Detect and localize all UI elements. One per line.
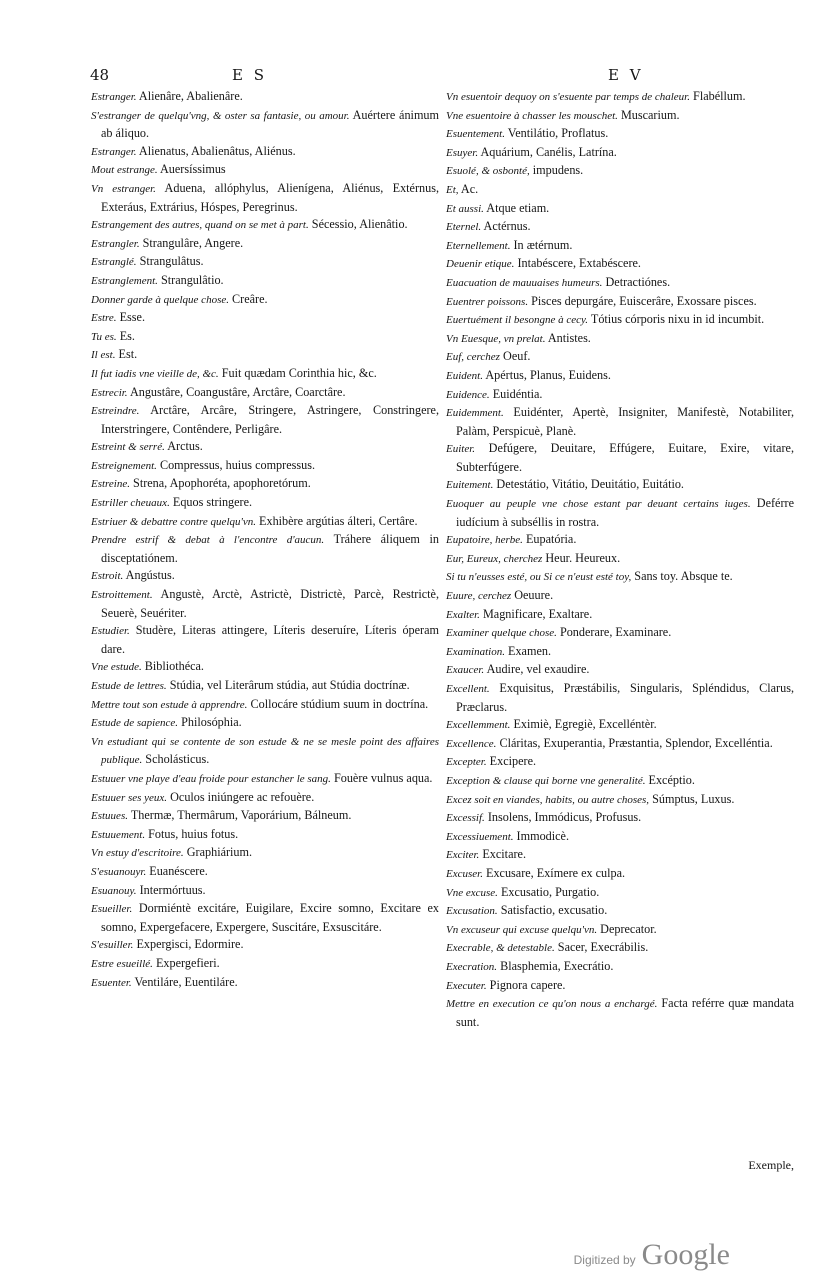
- french-headword: Estreint & serré.: [91, 441, 165, 454]
- french-headword: Excez soit en viandes, habits, ou autre choses,: [446, 793, 650, 806]
- dictionary-entry: [446, 902, 794, 921]
- latin-equivalent: Deférre iudícium à subséllis in rostra.: [456, 496, 794, 529]
- latin-equivalent: Flabéllum.: [693, 89, 746, 103]
- latin-equivalent: Facta reférre quæ mandata sunt.: [456, 996, 794, 1029]
- latin-equivalent: Excipere.: [489, 754, 537, 769]
- latin-equivalent: Muscarium.: [620, 107, 680, 122]
- latin-equivalent: Actérnus.: [483, 219, 531, 234]
- digitized-by-google-watermark: [574, 1238, 730, 1272]
- french-headword: Estreignement.: [91, 459, 157, 472]
- latin-equivalent: Esse.: [119, 310, 145, 325]
- french-headword: Estuuer vne playe d'eau froide pour estancher le sang.: [91, 772, 331, 785]
- latin-equivalent: Dormiéntè excitáre, Euigilare, Excire somno, Excitare ex somno, Expergefacere, Expergere, Suscitáre, Exsuscitáre.: [101, 901, 440, 934]
- latin-equivalent: Antistes.: [547, 330, 591, 345]
- dictionary-entry: [91, 402, 439, 438]
- french-headword: Vne estude.: [91, 661, 142, 674]
- latin-equivalent: Súmptus, Luxus.: [652, 791, 735, 806]
- dictionary-entry: [91, 714, 439, 733]
- french-headword: Estude de sapience.: [91, 717, 179, 730]
- dictionary-entry: [91, 622, 439, 658]
- latin-equivalent: Euidéntia.: [492, 386, 543, 401]
- latin-equivalent: Deprecator.: [600, 921, 657, 936]
- french-headword: Estuues.: [91, 810, 128, 823]
- dictionary-entry: [91, 900, 439, 936]
- dictionary-entry: [446, 237, 794, 256]
- french-headword: Estuuement.: [91, 828, 146, 841]
- latin-equivalent: Angústus.: [125, 568, 175, 583]
- french-headword: S'esuanouyr.: [91, 865, 147, 878]
- french-headword: Vn esuentoir dequoy on s'esuente par temps de chaleur.: [446, 91, 690, 103]
- french-headword: Euitement.: [446, 479, 494, 492]
- dictionary-entry: [446, 977, 794, 996]
- dictionary-entry: [91, 974, 439, 993]
- dictionary-entry: [91, 180, 439, 216]
- dictionary-entry: [91, 936, 439, 955]
- google-logo: Google: [641, 1238, 730, 1271]
- dictionary-entry: [91, 457, 439, 476]
- french-headword: Estranger.: [91, 91, 137, 103]
- french-headword: Executer.: [446, 979, 487, 992]
- dictionary-entry: [446, 367, 794, 386]
- dictionary-entry: [446, 921, 794, 940]
- latin-equivalent: Scholásticus.: [145, 752, 210, 767]
- latin-equivalent: Ventiláre, Euentiláre.: [134, 974, 238, 989]
- dictionary-entry: [91, 826, 439, 845]
- latin-equivalent: Sacer, Execrábilis.: [557, 940, 649, 955]
- dictionary-entry: [446, 125, 794, 144]
- french-headword: Vne excuse.: [446, 886, 498, 899]
- latin-equivalent: Immodicè.: [516, 828, 570, 843]
- dictionary-entry: [446, 643, 794, 662]
- latin-equivalent: impudens.: [532, 163, 584, 178]
- dictionary-entry: [91, 143, 439, 162]
- french-headword: Vne esuentoire à chasser les mouschet.: [446, 109, 618, 122]
- french-headword: Estre esueillé.: [91, 957, 153, 970]
- dictionary-entry: [446, 404, 794, 440]
- latin-equivalent: Es.: [119, 328, 135, 343]
- dictionary-entry: [446, 735, 794, 754]
- latin-equivalent: Graphiárium.: [186, 845, 253, 860]
- dictionary-entry: [91, 291, 439, 310]
- latin-equivalent: Intabéscere, Extabéscere.: [517, 256, 641, 271]
- french-headword: Estroittement.: [91, 589, 153, 602]
- right-running-head: E V: [608, 66, 644, 84]
- latin-equivalent: Euidénter, Apertè, Insigniter, Manifestè, Notabiliter, Palàm, Perspicuè, Planè.: [456, 405, 795, 438]
- dictionary-entry: [91, 235, 439, 254]
- latin-equivalent: Aquárium, Canélis, Latrína.: [480, 144, 617, 159]
- french-headword: Estranglement.: [91, 274, 158, 287]
- dictionary-entry: [91, 789, 439, 808]
- latin-equivalent: Insolens, Immódicus, Profusus.: [487, 810, 642, 825]
- french-headword: Excepter.: [446, 756, 487, 769]
- latin-equivalent: Atque etiam.: [486, 200, 550, 215]
- dictionary-entry: [91, 88, 439, 107]
- latin-equivalent: Detestátio, Vitátio, Deuitátio, Euitátio.: [496, 477, 684, 492]
- french-headword: Il fut iadis vne vieille de, &c.: [91, 367, 219, 380]
- french-headword: Estriller cheuaux.: [91, 497, 170, 510]
- french-headword: Euertuément il besongne à cecy.: [446, 314, 589, 327]
- latin-equivalent: Cláritas, Exuperantia, Præstantia, Splendor, Excelléntia.: [499, 735, 773, 750]
- latin-equivalent: Ponderare, Examinare.: [559, 625, 672, 640]
- dictionary-entry: [446, 828, 794, 847]
- dictionary-entry: [446, 218, 794, 237]
- french-headword: Estreindre.: [91, 405, 140, 418]
- dictionary-entry: [446, 550, 794, 569]
- dictionary-entry: [91, 863, 439, 882]
- latin-equivalent: Examen.: [508, 643, 551, 658]
- french-headword: Excellent.: [446, 683, 490, 695]
- dictionary-entry: [91, 567, 439, 586]
- latin-equivalent: Tótius córporis nixu in id incumbit.: [590, 312, 765, 327]
- french-headword: Estroit.: [91, 570, 124, 583]
- french-headword: Euoquer au peuple vne chose estant par deuant certains iuges.: [446, 498, 751, 511]
- dictionary-entry: [446, 88, 794, 107]
- latin-equivalent: Arctâre, Arcâre, Stringere, Astringere, Constringere, Interstringere, Contêndere, Perligâre.: [101, 403, 439, 436]
- french-headword: Euident.: [446, 369, 483, 382]
- latin-equivalent: Ventilátio, Proflatus.: [507, 126, 609, 141]
- dictionary-entry: [91, 531, 439, 567]
- french-headword: Exciter.: [446, 849, 480, 862]
- dictionary-entry: [91, 107, 439, 143]
- french-headword: Eupatoire, herbe.: [446, 534, 523, 547]
- french-headword: Excellence.: [446, 737, 497, 750]
- latin-equivalent: Apértus, Planus, Euidens.: [485, 367, 611, 382]
- french-headword: Esuenter.: [91, 976, 132, 989]
- latin-equivalent: Philosóphia.: [181, 715, 242, 730]
- latin-equivalent: Eupatória.: [525, 532, 577, 547]
- latin-equivalent: Ac.: [460, 181, 479, 196]
- latin-equivalent: Exhibère argútias álteri, Certâre.: [259, 513, 418, 528]
- french-headword: Exaucer.: [446, 664, 485, 677]
- dictionary-entry: [91, 770, 439, 789]
- latin-equivalent: Strena, Apophoréta, apophoretórum.: [133, 476, 311, 491]
- french-headword: Estreine.: [91, 478, 130, 491]
- dictionary-entry: [446, 386, 794, 405]
- latin-equivalent: Auértere ánimum ab áliquo.: [101, 107, 439, 141]
- latin-equivalent: Auersíssimus: [159, 162, 226, 177]
- dictionary-entry: [446, 162, 794, 181]
- latin-equivalent: Pisces depurgáre, Euiscerâre, Exossare pisces.: [531, 293, 757, 308]
- latin-equivalent: Defúgere, Deuitare, Effúgere, Euitare, Exire, vitare, Subterfúgere.: [456, 441, 794, 474]
- french-headword: Estudier.: [91, 625, 130, 638]
- dictionary-entry: [91, 309, 439, 328]
- french-headword: Estranger.: [91, 145, 137, 158]
- latin-equivalent: Blasphemia, Execrátio.: [500, 958, 614, 973]
- latin-equivalent: Sans toy. Absque te.: [634, 569, 733, 584]
- dictionary-entry: [91, 161, 439, 180]
- latin-equivalent: Exquisitus, Præstábilis, Singularis, Spléndidus, Clarus, Præclarus.: [456, 681, 795, 714]
- french-headword: Tu es.: [91, 330, 117, 343]
- dictionary-entry: [91, 272, 439, 291]
- dictionary-entry: [446, 144, 794, 163]
- dictionary-entry: [91, 216, 439, 235]
- french-headword: Estrecir.: [91, 386, 128, 399]
- french-headword: Esueiller.: [91, 903, 133, 916]
- latin-equivalent: Alienatus, Abalienâtus, Aliénus.: [138, 143, 296, 158]
- french-headword: Esuentement.: [446, 128, 505, 141]
- dictionary-entry: [91, 253, 439, 272]
- french-headword: Eternellement.: [446, 239, 511, 252]
- dictionary-entry: [446, 255, 794, 274]
- dictionary-entry: [91, 513, 439, 532]
- french-headword: Execrable, & detestable.: [446, 942, 555, 955]
- latin-equivalent: Angustâre, Coangustâre, Arctâre, Coarctâre.: [129, 384, 346, 399]
- dictionary-entry: [446, 495, 794, 531]
- french-headword: Vn estranger.: [91, 182, 156, 195]
- dictionary-entry: [446, 624, 794, 643]
- french-headword: Estuuer ses yeux.: [91, 791, 168, 804]
- latin-equivalent: Heur. Heureux.: [545, 550, 621, 565]
- dictionary-entry: [446, 348, 794, 367]
- french-headword: Vn Euesque, vn prelat.: [446, 332, 546, 345]
- latin-equivalent: Oculos iniúngere ac refouère.: [170, 789, 315, 804]
- french-headword: Exalter.: [446, 608, 480, 621]
- french-headword: Examiner quelque chose.: [446, 627, 557, 640]
- french-headword: S'esuiller.: [91, 939, 134, 952]
- french-headword: Estrangler.: [91, 237, 140, 250]
- catchword: Exemple,: [748, 1158, 794, 1172]
- french-headword: Estude de lettres.: [91, 680, 167, 692]
- latin-equivalent: Eximiè, Egregiè, Excelléntèr.: [513, 717, 657, 732]
- latin-equivalent: Compressus, huius compressus.: [159, 457, 315, 472]
- dictionary-entry: [446, 587, 794, 606]
- dictionary-entry: [446, 809, 794, 828]
- dictionary-entry: [446, 791, 794, 810]
- dictionary-entry: [91, 733, 439, 770]
- dictionary-entry: [91, 586, 439, 622]
- latin-equivalent: Oeuure.: [514, 588, 554, 603]
- dictionary-entry: [446, 311, 794, 330]
- latin-equivalent: Studère, Literas attingere, Líteris deseruíre, Líteris óperam dare.: [101, 623, 439, 656]
- dictionary-entry: [446, 293, 794, 312]
- french-headword: Execration.: [446, 960, 498, 973]
- latin-equivalent: Fouère vulnus aqua.: [333, 770, 433, 785]
- french-headword: Mout estrange.: [91, 164, 158, 177]
- french-headword: Il est.: [91, 349, 116, 362]
- french-headword: Vn excuseur qui excuse quelqu'vn.: [446, 923, 598, 936]
- dictionary-entry: [446, 330, 794, 349]
- latin-equivalent: Intermórtuus.: [139, 882, 206, 897]
- latin-equivalent: Equos stringere.: [172, 495, 253, 510]
- french-headword: Estre.: [91, 312, 117, 325]
- latin-equivalent: Angustè, Arctè, Astrictè, Districtè, Parcè, Restrictè, Seuerè, Seuériter.: [101, 587, 439, 620]
- latin-equivalent: Expergisci, Edormire.: [136, 937, 244, 952]
- latin-equivalent: Excusare, Exímere ex culpa.: [486, 865, 626, 880]
- french-headword: Estriuer & debattre contre quelqu'vn.: [91, 515, 256, 528]
- dictionary-entry: [446, 753, 794, 772]
- latin-equivalent: Tráhere áliquem in disceptatiónem.: [101, 532, 439, 565]
- latin-equivalent: Excitare.: [482, 847, 526, 862]
- latin-equivalent: Creâre.: [232, 291, 268, 306]
- dictionary-entry: [446, 274, 794, 293]
- left-column: [91, 88, 439, 992]
- french-headword: Si tu n'eusses esté, ou Si ce n'eust esté toy,: [446, 571, 632, 584]
- latin-equivalent: Aduena, allóphylus, Alienígena, Aliénus, Extérnus, Exteráus, Extrárius, Hóspes, Peregrinus.: [101, 180, 439, 214]
- french-headword: Eur, Eureux, cherchez: [446, 552, 543, 565]
- latin-equivalent: Strangulâre, Angere.: [142, 235, 244, 250]
- french-headword: Euiter.: [446, 443, 476, 456]
- latin-equivalent: Strangulâtus.: [139, 254, 204, 269]
- french-headword: Excusation.: [446, 905, 498, 918]
- right-column: [446, 88, 794, 1031]
- latin-equivalent: Bibliothéca.: [144, 659, 204, 674]
- french-headword: Prendre estrif & debat à l'encontre d'aucun.: [91, 534, 325, 547]
- dictionary-entry: [91, 955, 439, 974]
- dictionary-entry: [446, 865, 794, 884]
- dictionary-entry: [91, 807, 439, 826]
- dictionary-entry: [446, 568, 794, 587]
- dictionary-entry: [446, 107, 794, 126]
- french-headword: Excuser.: [446, 867, 483, 880]
- dictionary-entry: [446, 884, 794, 903]
- french-headword: Excellemment.: [446, 719, 511, 732]
- page-number: 48: [90, 66, 110, 84]
- french-headword: Et aussi.: [446, 202, 484, 215]
- dictionary-entry: [91, 384, 439, 403]
- dictionary-entry: [91, 696, 439, 715]
- french-headword: Mettre en execution ce qu'on nous a enchargé.: [446, 998, 658, 1011]
- dictionary-entry: [446, 440, 794, 476]
- dictionary-entry: [91, 494, 439, 513]
- french-headword: Deuenir etique.: [446, 258, 515, 271]
- french-headword: Mettre tout son estude à apprendre.: [91, 698, 248, 711]
- dictionary-entry: [91, 346, 439, 365]
- dictionary-entry: [91, 658, 439, 677]
- french-headword: Et,: [446, 183, 459, 196]
- latin-equivalent: Fuit quædam Corinthia hic, &c.: [221, 365, 377, 380]
- dictionary-entry: [446, 680, 794, 716]
- latin-equivalent: Collocáre stúdium suum in doctrína.: [250, 696, 429, 711]
- latin-equivalent: Expergefieri.: [155, 955, 220, 970]
- french-headword: Exception & clause qui borne vne generalité.: [446, 774, 646, 787]
- latin-equivalent: Magnificare, Exaltare.: [482, 606, 593, 621]
- latin-equivalent: In ætérnum.: [513, 237, 573, 252]
- dictionary-entry: [446, 958, 794, 977]
- french-headword: Euidemment.: [446, 407, 504, 420]
- french-headword: Esuolé, & osbonté,: [446, 165, 530, 178]
- latin-equivalent: Pignora capere.: [489, 977, 566, 992]
- french-headword: Euentrer poissons.: [446, 295, 529, 308]
- dictionary-entry: [446, 661, 794, 680]
- french-headword: Estranglé.: [91, 256, 137, 269]
- latin-equivalent: Thermæ, Thermârum, Vaporárium, Bálneum.: [130, 808, 352, 823]
- dictionary-entry: [446, 200, 794, 219]
- french-headword: Euure, cerchez: [446, 590, 512, 603]
- latin-equivalent: Satisfactio, excusatio.: [500, 903, 608, 918]
- latin-equivalent: Excéptio.: [648, 772, 695, 787]
- dictionary-entry: [446, 531, 794, 550]
- dictionary-entry: [91, 475, 439, 494]
- latin-equivalent: Oeuf.: [503, 349, 531, 364]
- latin-equivalent: Arctus.: [167, 439, 203, 454]
- watermark-prefix: Digitized by: [573, 1253, 636, 1267]
- dictionary-entry: [91, 844, 439, 863]
- dictionary-entry: [91, 882, 439, 901]
- latin-equivalent: Fotus, huius fotus.: [148, 826, 239, 841]
- french-headword: Vn estudiant qui se contente de son estude & ne se mesle point des affaires publique.: [91, 735, 439, 767]
- french-headword: S'estranger de quelqu'vng, & oster sa fantasie, ou amour.: [91, 109, 350, 122]
- dictionary-entry: [446, 476, 794, 495]
- dictionary-entry: [91, 438, 439, 457]
- left-running-head: E S: [232, 66, 267, 84]
- french-headword: Esuanouy.: [91, 884, 137, 897]
- latin-equivalent: Audire, vel exaudire.: [486, 662, 590, 677]
- dictionary-entry: [446, 995, 794, 1031]
- latin-equivalent: Est.: [118, 347, 138, 362]
- french-headword: Examination.: [446, 645, 505, 658]
- french-headword: Excessiuement.: [446, 830, 514, 843]
- french-headword: Euacuation de mauuaises humeurs.: [446, 276, 603, 289]
- dictionary-entry: [446, 939, 794, 958]
- dictionary-entry: [446, 772, 794, 791]
- dictionary-entry: [446, 606, 794, 625]
- dictionary-entry: [446, 716, 794, 735]
- french-headword: Euidence.: [446, 388, 490, 401]
- latin-equivalent: Stúdia, vel Literârum stúdia, aut Stúdia doctrínæ.: [169, 678, 410, 692]
- french-headword: Euf, cerchez: [446, 351, 500, 364]
- french-headword: Excessif.: [446, 812, 485, 825]
- french-headword: Estrangement des autres, quand on se met à part.: [91, 219, 309, 232]
- french-headword: Esuyer.: [446, 146, 479, 159]
- latin-equivalent: Excusatio, Purgatio.: [500, 884, 600, 899]
- latin-equivalent: Sécessio, Alienâtio.: [311, 217, 408, 232]
- latin-equivalent: Detractiónes.: [605, 274, 671, 289]
- dictionary-entry: [91, 677, 439, 696]
- latin-equivalent: Alienâre, Abalienâre.: [138, 89, 243, 103]
- french-headword: Eternel.: [446, 221, 482, 234]
- dictionary-entry: [91, 365, 439, 384]
- latin-equivalent: Euanéscere.: [149, 863, 208, 878]
- french-headword: Vn estuy d'escritoire.: [91, 847, 184, 860]
- french-headword: Donner garde à quelque chose.: [91, 293, 229, 306]
- latin-equivalent: Strangulâtio.: [160, 272, 224, 287]
- dictionary-entry: [446, 846, 794, 865]
- dictionary-entry: [91, 328, 439, 347]
- dictionary-entry: [446, 181, 794, 200]
